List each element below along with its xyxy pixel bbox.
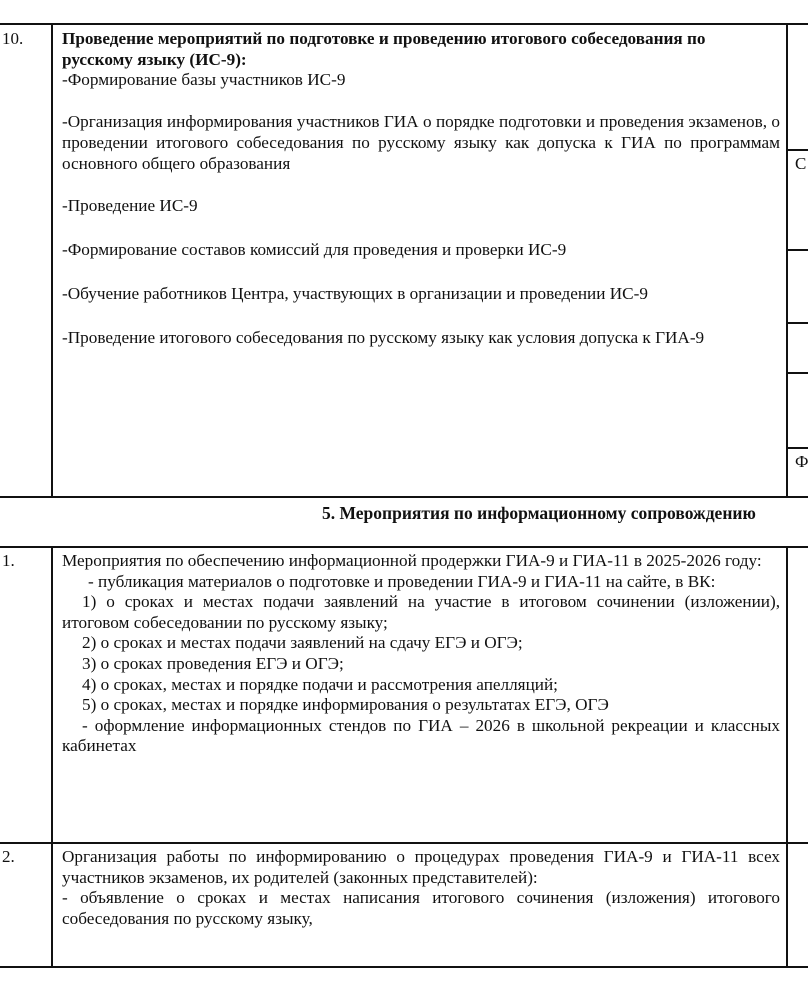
row-number: 1. [2, 551, 15, 570]
row-2-intro: Организация работы по информированию о процедурах проведения ГИА-9 и ГИА-11 всех участников экзаменов, их родителей (законных представителей): [62, 847, 780, 887]
column-divider-number [51, 23, 53, 498]
row-1-point: 1) о сроках и местах подачи заявлений на участие в итоговом сочинении (изложении), итоговом собеседовании по русскому языку; [62, 592, 780, 632]
row-10-item: -Проведение ИС-9 [62, 195, 198, 215]
right-cell-fragment: С [795, 154, 807, 173]
row-10-content [62, 29, 780, 349]
row-number: 2. [2, 847, 15, 866]
row-1-point: 4) о сроках, местах и порядке подачи и рассмотрения апелляций; [82, 674, 558, 694]
row-1-content [62, 551, 780, 757]
column-divider-right [786, 546, 788, 967]
table-top-border [0, 546, 808, 548]
table-row-border [0, 842, 808, 844]
row-10-title: Проведение мероприятий по подготовке и проведению итогового собеседования по русскому языку (ИС-9): [62, 29, 706, 69]
table-top-border [0, 23, 808, 25]
row-1-intro: Мероприятия по обеспечению информационной продержки ГИА-9 и ГИА-11 в 2025-2026 году: [62, 551, 762, 570]
row-number: 10. [2, 29, 24, 48]
row-10-item: -Формирование базы участников ИС-9 [62, 70, 346, 90]
row-1-stands: - оформление информационных стендов по ГИА – 2026 в школьной рекреации и классных кабинетах [62, 715, 780, 756]
row-10-item: -Проведение итогового собеседования по русскому языку как условия допуска к ГИА-9 [62, 328, 705, 348]
row-2-announcement: - объявление о сроках и местах написания итогового сочинения (изложения) итогового собеседования по русскому языку, [62, 888, 780, 928]
right-cell-divider [787, 322, 808, 324]
right-cell-divider [787, 249, 808, 251]
row-10-item: -Формирование составов комиссий для проведения и проверки ИС-9 [62, 239, 567, 259]
row-2-content [62, 847, 780, 929]
right-cell-fragment: Ф [795, 452, 808, 471]
row-10-item: -Обучение работников Центра, участвующих в организации и проведении ИС-9 [62, 284, 648, 304]
row-1-point: 5) о сроках, местах и порядке информирования о результатах ЕГЭ, ОГЭ [82, 695, 609, 715]
table-bottom-border [0, 966, 808, 968]
section-heading: 5. Мероприятия по информационному сопровождению [322, 503, 756, 523]
row-1-point: 2) о сроках и местах подачи заявлений на сдачу ЕГЭ и ОГЭ; [82, 633, 523, 653]
table-row-border [0, 496, 808, 498]
right-cell-divider [787, 149, 808, 151]
row-1-point: 3) о сроках проведения ЕГЭ и ОГЭ; [82, 653, 344, 673]
row-1-publication: - публикация материалов о подготовке и проведении ГИА-9 и ГИА-11 на сайте, в ВК: [88, 571, 716, 591]
row-10-item: -Организация информирования участников ГИА о порядке подготовки и проведения экзаменов, о проведении итогового собеседования по русскому языку как допуска к ГИА по программам основного общего образования [62, 112, 780, 173]
right-cell-divider [787, 372, 808, 374]
right-cell-divider [787, 447, 808, 449]
column-divider-right [786, 23, 788, 498]
column-divider-number [51, 546, 53, 967]
